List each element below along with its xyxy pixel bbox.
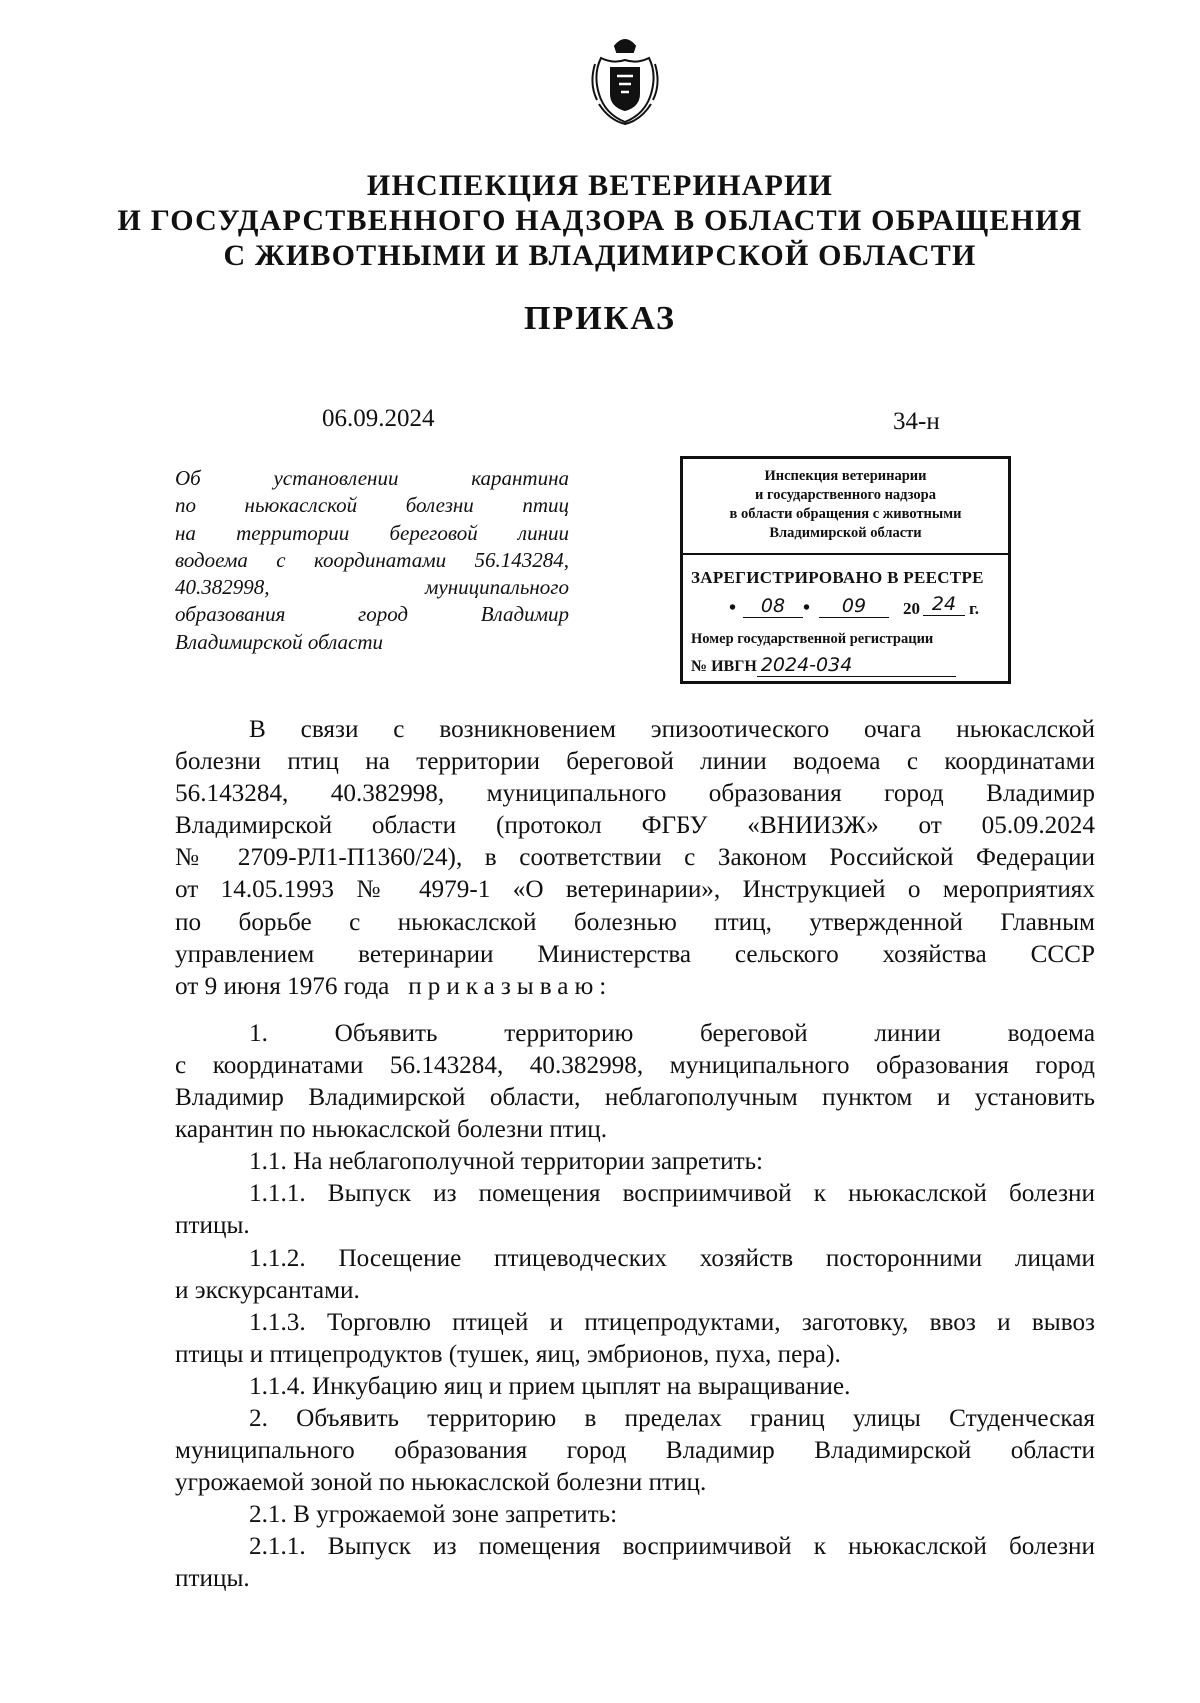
stamp-registration-number bbox=[691, 654, 991, 677]
stamp-org-line: в области обращения с животными bbox=[729, 506, 962, 522]
item-1-line: 1. Объявить территорию береговой линии водоема bbox=[249, 1019, 1095, 1047]
item-1-1-3-cont: птицы и птицепродуктов (тушек, яиц, эмбрионов, пуха, пера). bbox=[175, 1340, 841, 1368]
org-line-1: ИНСПЕКЦИЯ ВЕТЕРИНАРИИ bbox=[366, 169, 834, 202]
intro-line: 56.143284, 40.382998, муниципального образования город Владимир bbox=[175, 780, 1095, 808]
stamp-registration-label: Номер государственной регистрации bbox=[691, 631, 934, 647]
stamp-reg-number: 2024-034 bbox=[757, 654, 956, 677]
document-subject bbox=[175, 465, 569, 656]
document-number: 34-н bbox=[893, 408, 940, 435]
item-2-line: муниципального образования город Владимир Владимирской области bbox=[175, 1437, 1095, 1465]
item-2-line: угрожаемой зоной по ньюкаслской болезни птиц. bbox=[175, 1469, 707, 1497]
item-1-1-1-cont: птицы. bbox=[175, 1212, 250, 1240]
subject-line: образования город Владимир bbox=[175, 602, 569, 627]
intro-line: по борьбе с ньюкаслской болезнью птиц, утвержденной Главным bbox=[175, 908, 1095, 936]
intro-last: от 9 июня 1976 года bbox=[175, 972, 390, 1000]
subject-line: Об установлении карантина bbox=[175, 466, 569, 490]
item-1-line: с координатами 56.143284, 40.382998, муниципального образования город bbox=[175, 1051, 1095, 1079]
organization-name bbox=[0, 168, 1200, 273]
stamp-month: 09 bbox=[819, 595, 889, 618]
stamp-org-line: Владимирской области bbox=[769, 525, 922, 541]
stamp-reg-prefix: № ИВГН bbox=[691, 658, 757, 675]
subject-line: водоема с координатами 56.143284, bbox=[175, 547, 569, 572]
stamp-year-end: г. bbox=[969, 599, 980, 618]
stamp-year-suffix: 24 bbox=[923, 593, 965, 616]
item-1-1-2-cont: и экскурсантами. bbox=[175, 1276, 360, 1304]
stamp-day: 08 bbox=[743, 595, 803, 618]
item-1-1-3: 1.1.3. Торговлю птицей и птицепродуктами, заготовку, ввоз и вывоз bbox=[249, 1308, 1095, 1336]
stamp-org-line: и государственного надзора bbox=[755, 487, 936, 503]
order-word: приказываю: bbox=[408, 972, 613, 1000]
document-title: ПРИКАЗ bbox=[524, 300, 676, 337]
item-1-1-1: 1.1.1. Выпуск из помещения восприимчивой к ньюкаслской болезни bbox=[249, 1180, 1095, 1208]
registration-stamp bbox=[680, 456, 1011, 684]
item-1-1-2: 1.1.2. Посещение птицеводческих хозяйств посторонними лицами bbox=[249, 1244, 1095, 1272]
document-date: 06.09.2024 bbox=[322, 405, 435, 432]
coat-of-arms-icon bbox=[585, 34, 665, 126]
item-2-1-1: 2.1.1. Выпуск из помещения восприимчивой к ньюкаслской болезни bbox=[249, 1533, 1095, 1561]
intro-line: Владимирской области (протокол ФГБУ «ВНИИЗЖ» от 05.09.2024 bbox=[175, 812, 1095, 840]
intro-line: от 14.05.1993 № 4979-1 «О ветеринарии», Инструкцией о мероприятиях bbox=[175, 876, 1095, 904]
org-line-3: С ЖИВОТНЫМИ И ВЛАДИМИРСКОЙ ОБЛАСТИ bbox=[223, 239, 977, 272]
item-1-1-4: 1.1.4. Инкубацию яиц и прием цыплят на выращивание. bbox=[249, 1372, 851, 1400]
stamp-org-line: Инспекция ветеринарии bbox=[764, 468, 927, 484]
intro-line: В связи с возникновением эпизоотического очага ньюкаслской bbox=[249, 716, 1095, 743]
item-2-1-1-cont: птицы. bbox=[175, 1565, 250, 1593]
item-1-line: карантин по ньюкаслской болезни птиц. bbox=[175, 1116, 608, 1144]
subject-line: Владимирской области bbox=[175, 629, 384, 654]
stamp-organization bbox=[683, 467, 1008, 543]
document-body bbox=[175, 714, 1095, 1596]
item-1-line: Владимир Владимирской области, неблагополучным пунктом и установить bbox=[175, 1084, 1095, 1112]
org-line-2: И ГОСУДАРСТВЕННОГО НАДЗОРА В ОБЛАСТИ ОБРАЩЕНИЯ bbox=[117, 204, 1083, 237]
intro-line: управлением ветеринарии Министерства сельского хозяйства СССР bbox=[175, 940, 1095, 968]
intro-last-line bbox=[175, 971, 1095, 1003]
subject-line: по ньюкаслской болезни птиц bbox=[175, 493, 569, 518]
stamp-registered-label: ЗАРЕГИСТРИРОВАНО В РЕЕСТРЕ bbox=[691, 568, 984, 587]
stamp-date-line: • 08 • 09 20 24 г. bbox=[729, 593, 980, 619]
stamp-divider bbox=[683, 553, 1008, 555]
stamp-year-prefix: 20 bbox=[903, 599, 920, 618]
item-2-line: 2. Объявить территорию в пределах границ улицы Студенческая bbox=[249, 1404, 1095, 1432]
intro-line: болезни птиц на территории береговой линии водоема с координатами bbox=[175, 748, 1095, 776]
intro-line: № 2709-РЛ1-П1360/24), в соответствии с Законом Российской Федерации bbox=[175, 844, 1095, 872]
item-2-1: 2.1. В угрожаемой зоне запретить: bbox=[249, 1501, 618, 1529]
subject-line: 40.382998, муниципального bbox=[175, 575, 569, 600]
item-1-1: 1.1. На неблагополучной территории запретить: bbox=[249, 1148, 764, 1176]
subject-line: на территории береговой линии bbox=[175, 520, 569, 545]
